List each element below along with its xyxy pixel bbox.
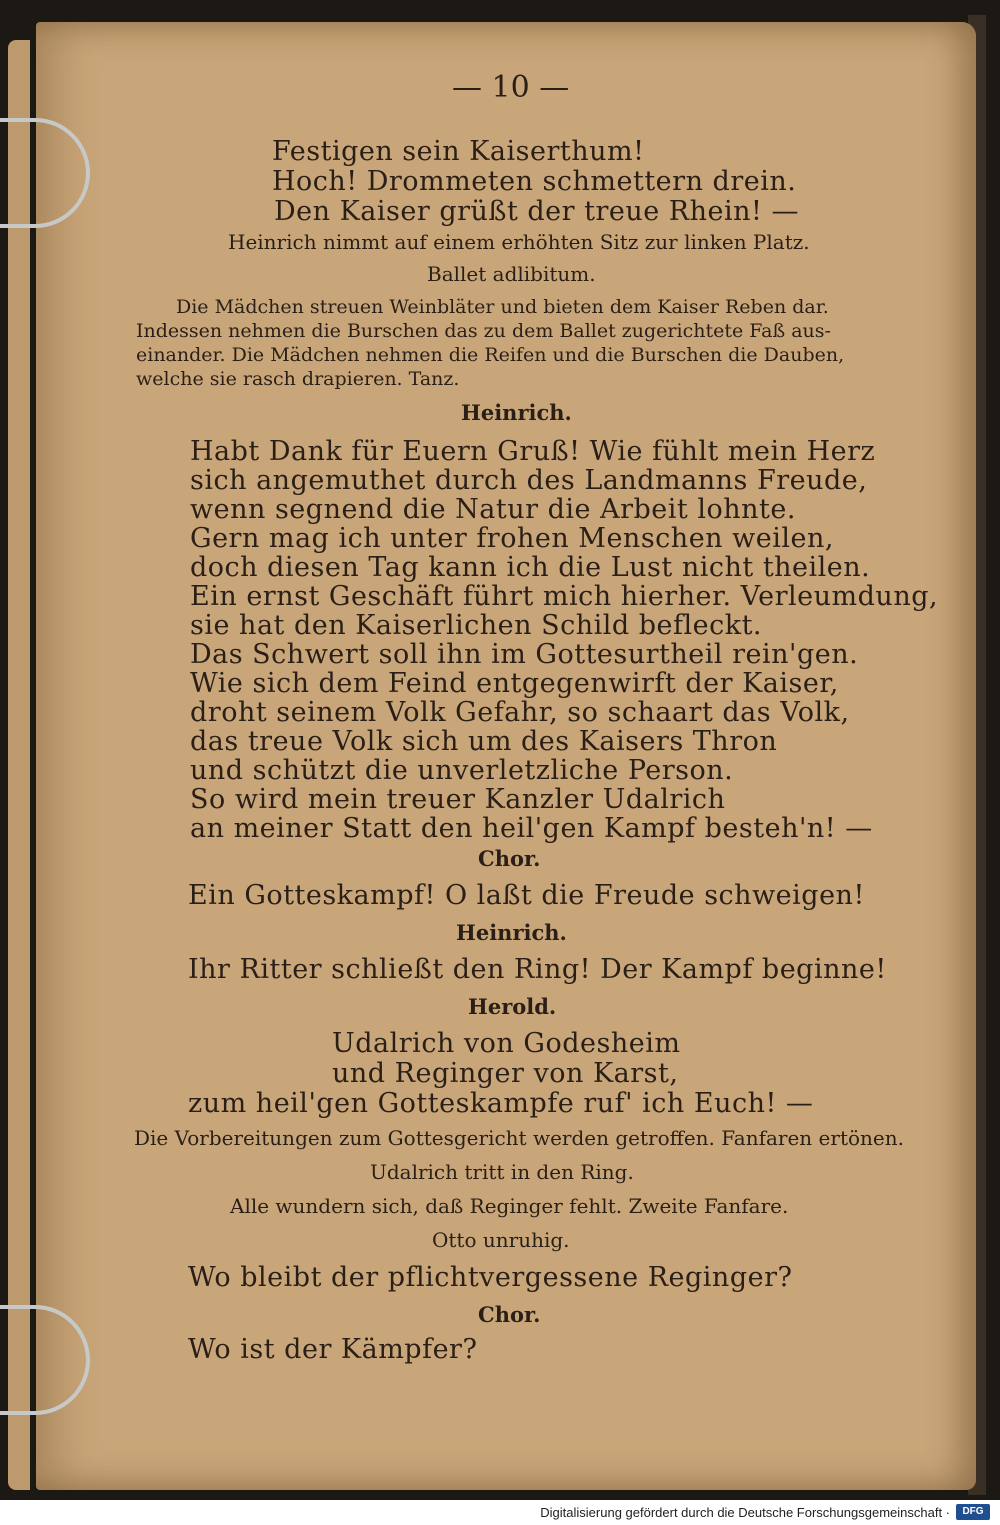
stage-direction: welche sie rasch drapieren. Tanz. <box>136 368 460 390</box>
verse-line: Ihr Ritter schließt den Ring! Der Kampf beginne! <box>188 954 887 985</box>
verse-line: sich angemuthet durch des Landmanns Freude, <box>190 465 868 496</box>
stage-direction: Udalrich tritt in den Ring. <box>370 1160 634 1184</box>
page-number: — 10 — <box>452 70 570 105</box>
digitization-footer <box>0 1500 1000 1525</box>
stage-direction: Alle wundern sich, daß Reginger fehlt. Zweite Fanfare. <box>230 1194 789 1218</box>
stage-direction: Indessen nehmen die Burschen das zu dem Ballet zugerichtete Faß aus- <box>136 320 831 342</box>
stage-direction: Die Vorbereitungen zum Gottesgericht werden getroffen. Fanfaren ertönen. <box>134 1126 904 1150</box>
verse-line: Habt Dank für Euern Gruß! Wie fühlt mein Herz <box>190 436 876 467</box>
speaker-name: Chor. <box>478 1302 541 1327</box>
speaker-name: Herold. <box>468 994 557 1019</box>
verse-line: droht seinem Volk Gefahr, so schaart das Volk, <box>190 697 850 728</box>
stage-direction: Heinrich nimmt auf einem erhöhten Sitz zur linken Platz. <box>228 230 810 254</box>
verse-line: Das Schwert soll ihn im Gottesurtheil rein'gen. <box>190 639 859 670</box>
verse-line: Ein ernst Geschäft führt mich hierher. Verleumdung, <box>190 581 939 612</box>
verse-line: das treue Volk sich um des Kaisers Thron <box>190 726 778 757</box>
verse-line: Hoch! Drommeten schmettern drein. <box>272 166 797 197</box>
speaker-name: Heinrich. <box>461 400 572 425</box>
verse-line: wenn segnend die Natur die Arbeit lohnte. <box>190 494 796 525</box>
speaker-name: Heinrich. <box>456 920 567 945</box>
verse-line: sie hat den Kaiserlichen Schild befleckt. <box>190 610 763 641</box>
verse-line: Festigen sein Kaiserthum! <box>272 136 645 167</box>
verse-line: Udalrich von Godesheim <box>332 1028 681 1059</box>
verse-line: Wo ist der Kämpfer? <box>188 1334 478 1365</box>
verse-line: und schützt die unverletzliche Person. <box>190 755 734 786</box>
verse-line: So wird mein treuer Kanzler Udalrich <box>190 784 726 815</box>
verse-line: zum heil'gen Gotteskampfe ruf' ich Euch! — <box>188 1088 814 1119</box>
verse-line: Wo bleibt der pflichtvergessene Reginger? <box>188 1262 793 1293</box>
verse-line: Den Kaiser grüßt der treue Rhein! — <box>274 196 799 227</box>
footer-credit: Digitalisierung gefördert durch die Deutsche Forschungsgemeinschaft · <box>540 1505 950 1520</box>
verse-line: Wie sich dem Feind entgegenwirft der Kaiser, <box>190 668 839 699</box>
verse-line: an meiner Statt den heil'gen Kampf besteh'n! — <box>190 813 873 844</box>
dfg-logo: DFG <box>956 1504 990 1520</box>
verse-line: Ein Gotteskampf! O laßt die Freude schweigen! <box>188 880 865 911</box>
stage-direction: Otto unruhig. <box>432 1228 570 1252</box>
stage-heading: Ballet adlibitum. <box>427 262 596 286</box>
verse-line: Gern mag ich unter frohen Menschen weilen, <box>190 523 834 554</box>
stage-direction: einander. Die Mädchen nehmen die Reifen und die Burschen die Dauben, <box>136 344 845 366</box>
verse-line: und Reginger von Karst, <box>332 1058 679 1089</box>
speaker-name: Chor. <box>478 846 541 871</box>
verse-line: doch diesen Tag kann ich die Lust nicht theilen. <box>190 552 871 583</box>
stage-direction: Die Mädchen streuen Weinbläter und bieten dem Kaiser Reben dar. <box>176 296 829 318</box>
